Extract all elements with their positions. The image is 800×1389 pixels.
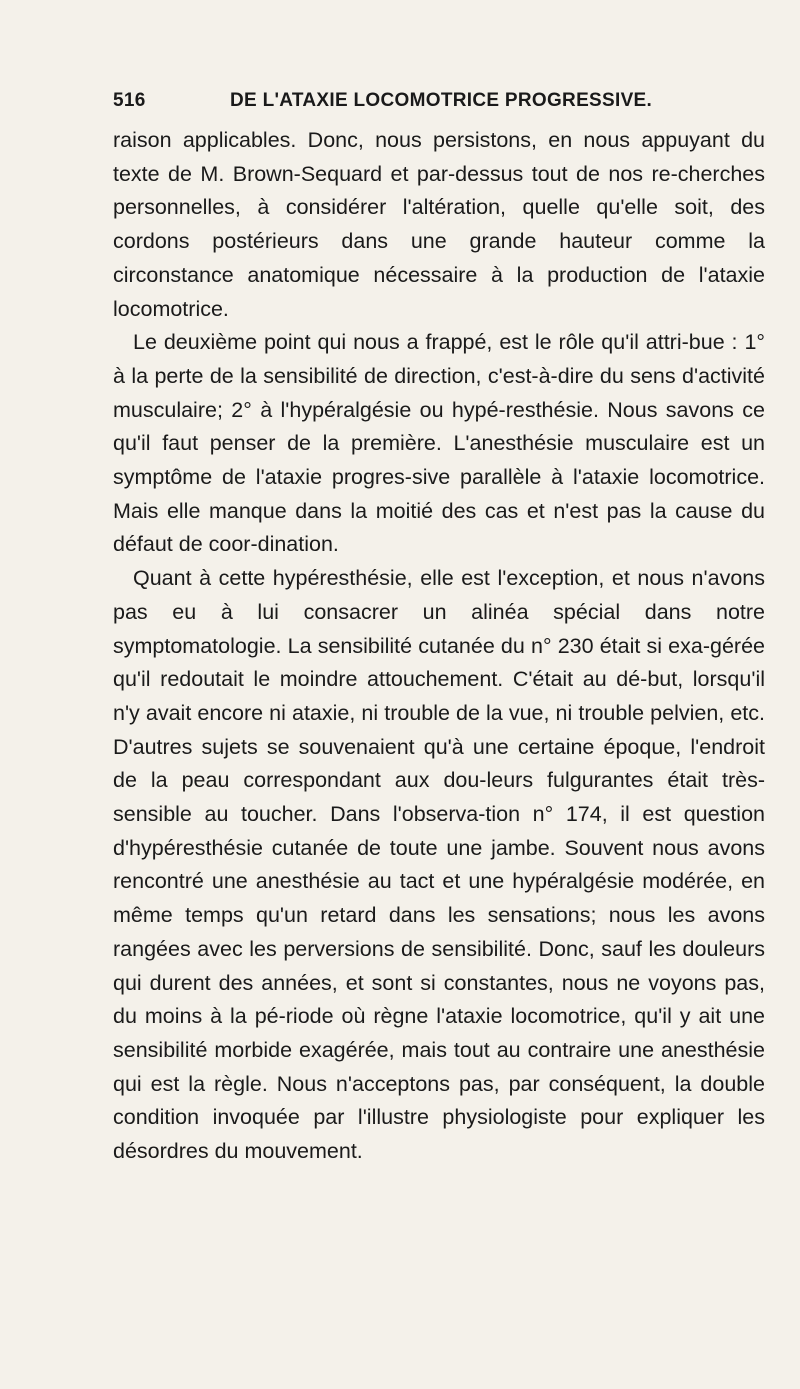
paragraph-1: raison applicables. Donc, nous persistons, en nous appuyant du texte de M. Brown-Sequard et par-dessus tout de nos re-cherches personnelles, à considérer l'altération, quelle qu'elle soit, des cordons postérieurs dans une grande hauteur comme la circonstance anatomique nécessaire à la production de l'ataxie locomotrice. (113, 128, 765, 321)
page-number: 516 (113, 90, 146, 111)
paragraph-2: Le deuxième point qui nous a frappé, est le rôle qu'il attri-bue : 1° à la perte de la sensibilité de direction, c'est-à-dire du sens d'activité musculaire; 2° à l'hypéralgésie ou hypé-resthésie. Nous savons ce qu'il faut penser de la première. L'anesthésie musculaire est un symptôme de l'ataxie progres-sive parallèle à l'ataxie locomotrice. Mais elle manque dans la moitié des cas et n'est pas la cause du défaut de coor-dination. (113, 330, 765, 557)
paragraph-3: Quant à cette hypéresthésie, elle est l'exception, et nous n'avons pas eu à lui consacrer un alinéa spécial dans notre symptomatologie. La sensibilité cutanée du n° 230 était si exa-gérée qu'il redoutait le moindre attouchement. C'était au dé-but, lorsqu'il n'y avait encore ni ataxie, ni trouble de la vue, ni trouble pelvien, etc. D'autres sujets se souvenaient qu'à une certaine époque, l'endroit de la peau correspondant aux dou-leurs fulgurantes était très-sensible au toucher. Dans l'observa-tion n° 174, il est question d'hypéresthésie cutanée de toute une jambe. Souvent nous avons rencontré une anesthésie au tact et une hypéralgésie modérée, en même temps qu'un retard dans les sensations; nous les avons rangées avec les perversions de sensibilité. Donc, sauf les douleurs qui durent des années, et sont si constantes, nous ne voyons pas, du moins à la pé-riode où règne l'ataxie locomotrice, qu'il y ait une sensibilité morbide exagérée, mais tout au contraire une anesthésie qui est la règle. Nous n'acceptons pas, par conséquent, la double condition invoquée par l'illustre physiologiste pour expliquer les désordres du mouvement. (113, 566, 765, 1164)
running-head (113, 90, 760, 120)
body-text (113, 124, 765, 1169)
chapter-title: DE L'ATAXIE LOCOMOTRICE PROGRESSIVE. (230, 90, 653, 111)
